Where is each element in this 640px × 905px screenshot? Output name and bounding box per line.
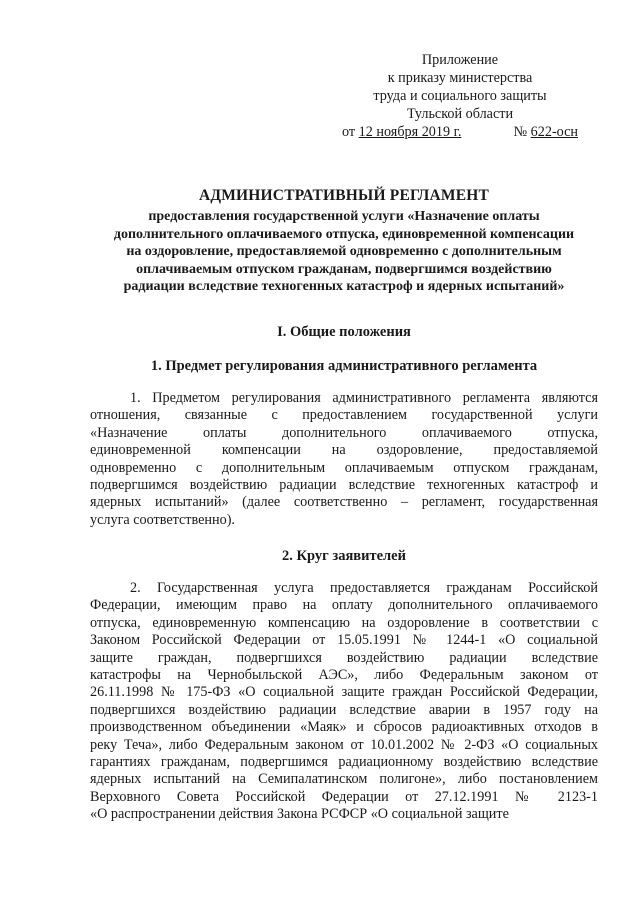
subsection-heading-1: 1. Предмет регулирования административного регламента (150, 358, 538, 374)
paragraph-line: 2. Государственная услуга предоставляется гражданам Российской (130, 580, 598, 596)
order-number: 622-осн (530, 124, 578, 140)
document-title: АДМИНИСТРАТИВНЫЙ РЕГЛАМЕНТ (198, 187, 490, 204)
paragraph-line: ядерных испытаний» (далее соответственно – регламент, государственная (90, 494, 598, 511)
paragraph-line: защите граждан, подвергшихся воздействию радиации вследствие (90, 649, 598, 666)
paragraph-line: Верховного Совета Российской Федерации от 27.12.1991 № 2123-1 (90, 788, 598, 805)
paragraph-line: услуга соответственно). (90, 511, 235, 528)
order-date-number (330, 123, 590, 141)
subtitle-line: предоставления государственной услуги «Назначение оплаты (148, 209, 540, 224)
paragraph-line: 26.11.1998 № 175-ФЗ «О социальной защите граждан Российской Федерации, (90, 684, 598, 701)
paragraph-line: катастрофы на Чернобыльской АЭС», либо Федеральным законом от (90, 667, 598, 684)
paragraph-line: одновременно с дополнительным оплачиваемым отпуском гражданам, (90, 459, 598, 476)
paragraph-line: отпуска, единовременную компенсацию на оздоровление в соответствии с (90, 614, 598, 631)
paragraph-line: подвергшимся воздействию радиации вследствие техногенных катастроф и (90, 477, 598, 494)
paragraph-1 (90, 390, 598, 529)
order-number-prefix: № (513, 124, 528, 140)
appendix-line-3: труда и социального защиты (373, 88, 547, 104)
appendix-block (330, 51, 590, 141)
order-date-prefix: от (342, 124, 356, 140)
subtitle-line: дополнительного оплачиваемого отпуска, единовременной компенсации (113, 226, 575, 242)
paragraph-line: единовременной компенсации на оздоровление, предоставляемой (90, 442, 598, 459)
appendix-line-4: Тульской области (406, 106, 514, 122)
subsection-heading-2: 2. Круг заявителей (282, 548, 406, 564)
paragraph-line: Законом Российской Федерации от 15.05.1991 № 1244-1 «О социальной (90, 632, 598, 649)
subtitle-line: оплачиваемым отпуском гражданам, подвергшимся воздействию (136, 261, 552, 277)
paragraph-2 (90, 580, 598, 824)
paragraph-line: ядерных испытаний на Семипалатинском полигоне», либо постановлением (90, 771, 598, 788)
paragraph-line: гарантиях гражданам, подвергшимся радиационному воздействию вследствие (90, 754, 598, 771)
appendix-line-2: к приказу министерства (387, 70, 533, 86)
subtitle-line: на оздоровление, предоставляемой одновременно с дополнительным (126, 244, 562, 259)
order-date-wrap (342, 123, 461, 141)
appendix-line-1: Приложение (421, 52, 499, 68)
paragraph-line: «Назначение оплаты дополнительного оплачиваемого отпуска, (90, 424, 598, 441)
paragraph-line: Федерации, имеющим право на оплату дополнительного оплачиваемого (90, 597, 598, 614)
subtitle-line: радиации вследствие техногенных катастроф и ядерных испытаний» (123, 279, 565, 294)
paragraph-line: реку Теча», либо Федеральным законом от 10.01.2002 № 2-ФЗ «О социальных (90, 736, 598, 753)
order-number-wrap (514, 123, 578, 141)
title-block (90, 186, 598, 296)
section-heading-1: I. Общие положения (277, 324, 411, 340)
paragraph-line: 1. Предметом регулирования административного регламента являются (130, 390, 598, 406)
paragraph-line: подвергшихся воздействию радиации вследствие аварии в 1957 году на (90, 701, 598, 718)
paragraph-line: «О распространении действия Закона РСФСР «О социальной защите (90, 806, 509, 823)
paragraph-line: отношения, связанные с предоставлением государственной услуги (90, 407, 598, 424)
document-subtitle (90, 208, 598, 296)
paragraph-line: производственном объединении «Маяк» и сбросов радиоактивных отходов в (90, 719, 598, 736)
order-date: 12 ноября 2019 г. (358, 124, 462, 140)
